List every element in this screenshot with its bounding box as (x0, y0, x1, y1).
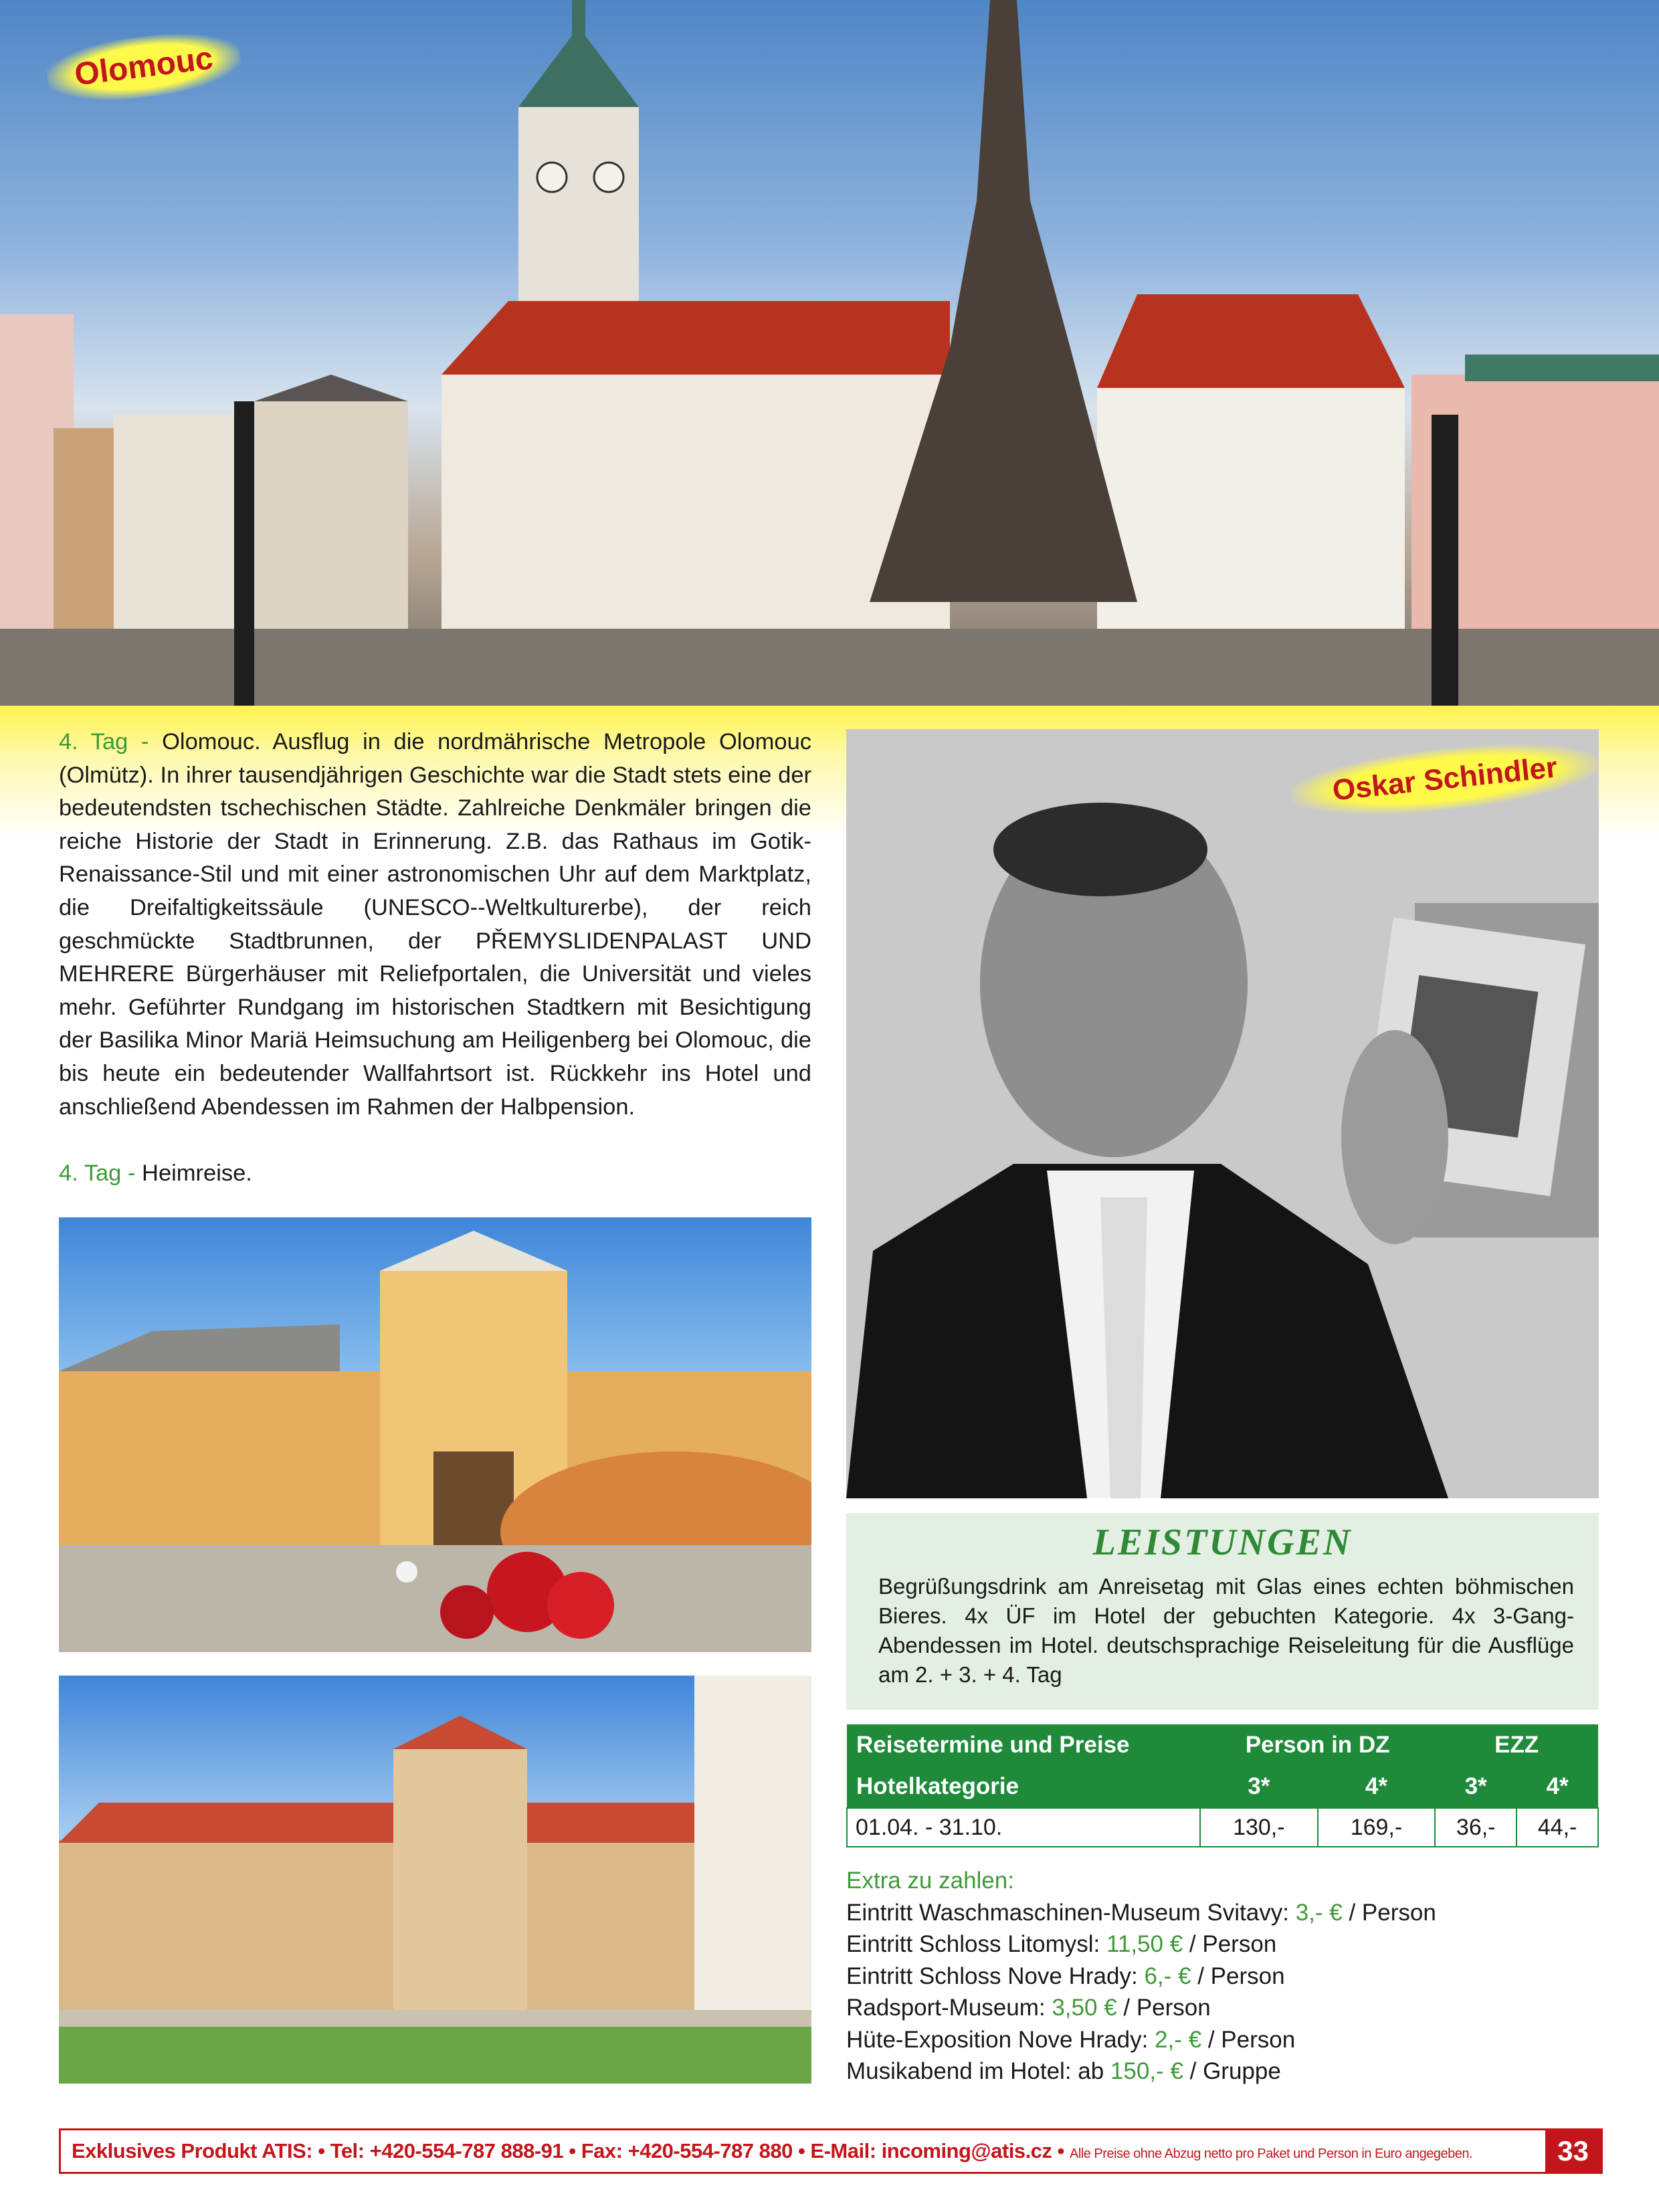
footer-contact (72, 2130, 1472, 2172)
list-item (846, 2055, 1599, 2088)
table-header-row (847, 1724, 1598, 1766)
extra-name: Radsport-Museum: (846, 1995, 1052, 2021)
extra-unit: / Person (1342, 1899, 1436, 1926)
olomouc-square-illustration (0, 0, 1659, 706)
renaissance-castle-photo (59, 1676, 811, 2084)
list-item (846, 1960, 1599, 1993)
day-label: 4. Tag - (59, 1161, 136, 1187)
services-text: Begrüßungsdrink am Anreisetag mit Glas eines echten böhmischen Bieres. 4x ÜF im Hotel der gebuchten Kategorie. 4x 3-Gang-Abendessen im Hotel. deutschsprachige Reiseleitung für die Ausflüge am 2. + 3. + 4. Tag (878, 1574, 1574, 1687)
itinerary-text (59, 726, 811, 1191)
table-cell: 36,- (1435, 1808, 1517, 1847)
price-table-grid (846, 1724, 1599, 1847)
footer-note: Alle Preise ohne Abzug netto pro Paket und Person in Euro angegeben. (1070, 2146, 1473, 2161)
extra-unit: / Person (1183, 1931, 1277, 1957)
extra-name: Musikabend im Hotel: ab (846, 2058, 1110, 2084)
header-cell: 3* (1435, 1766, 1517, 1808)
extra-name: Eintritt Waschmaschinen-Museum Svitavy: (846, 1899, 1296, 1926)
extra-unit: / Person (1191, 1963, 1285, 1989)
list-item (846, 1992, 1599, 2024)
day4b-paragraph (59, 1157, 811, 1191)
baroque-abbey-photo (59, 1217, 811, 1652)
extra-name: Eintritt Schloss Litomysl: (846, 1931, 1106, 1957)
schindler-portrait-illustration (846, 729, 1599, 1498)
person-label: Oskar Schindler (1289, 733, 1601, 825)
table-cell: 01.04. - 31.10. (847, 1808, 1200, 1847)
footer-bar (59, 2128, 1603, 2174)
table-cell: 169,- (1318, 1808, 1436, 1847)
table-header-row (847, 1766, 1598, 1808)
olomouc-square-photo (0, 0, 1659, 706)
header-cell: EZZ (1435, 1724, 1598, 1766)
extra-unit: / Gruppe (1183, 2058, 1281, 2084)
extra-name: Eintritt Schloss Nove Hrady: (846, 1963, 1145, 1989)
header-cell: Person in DZ (1200, 1724, 1435, 1766)
extra-name: Hüte-Exposition Nove Hrady: (846, 2026, 1155, 2053)
price-table (846, 1724, 1599, 1847)
extra-price: 6,- € (1144, 1963, 1191, 1989)
header-cell: 4* (1517, 1766, 1598, 1808)
table-cell: 130,- (1200, 1808, 1318, 1847)
extra-price: 150,- € (1110, 2058, 1183, 2084)
city-label: Olomouc (44, 25, 244, 109)
extra-price: 11,50 € (1106, 1931, 1183, 1957)
list-item (846, 1928, 1599, 1960)
day-description: Heimreise. (135, 1161, 252, 1187)
services-box (846, 1513, 1599, 1710)
table-row (847, 1808, 1598, 1847)
day-description: Olomouc. Ausflug in die nordmährische Metropole Olomouc (Olmütz). In ihrer tausendjährigen Geschichte war die Stadt stets eine der bedeutendsten tschechischen Städte. Zahlreiche Denkmäler bringen die reiche Historie der Stadt in Erinnerung. Z.B. das Rathaus im Gotik-Renaissance-Stil und mit einer astronomischen Uhr auf dem Marktplatz, die Dreifaltigkeitssäule (UNESCO--Weltkulturerbe), der reich geschmückte Stadtbrunnen, der PŘEMYSLIDENPALAST UND MEHRERE Bürgerhäuser mit Reliefportalen, die Universität und vieles mehr. Geführter Rundgang im historischen Stadtkern mit Besichtigung der Basilika Minor Mariä Heimsuchung am Heiligenberg bei Olomouc, die bis heute ein bedeutender Wallfahrtsort ist. Rückkehr ins Hotel und anschließend Abendessen im Rahmen der Halbpension. (59, 729, 812, 1120)
table-cell: 44,- (1517, 1808, 1598, 1847)
extras-title: Extra zu zahlen: (846, 1868, 1014, 1894)
header-cell: 4* (1318, 1766, 1436, 1808)
header-cell: Reisetermine und Preise (847, 1724, 1200, 1766)
extra-price: 3,- € (1295, 1899, 1343, 1926)
header-cell: 3* (1200, 1766, 1318, 1808)
extra-unit: / Person (1201, 2026, 1296, 2053)
page-number: 33 (1545, 2128, 1601, 2174)
footer-contact-text: Exklusives Produkt ATIS: • Tel: +420-554-787 888-91 • Fax: +420-554-787 880 • E-Mail: incoming@atis.cz • (72, 2139, 1070, 2163)
day4-paragraph (59, 726, 811, 1124)
list-item (846, 1897, 1599, 1929)
extra-price: 2,- € (1155, 2026, 1202, 2053)
header-cell: Hotelkategorie (847, 1766, 1200, 1808)
baroque-abbey-illustration (59, 1217, 811, 1652)
list-item (846, 2024, 1599, 2056)
oskar-schindler-photo (846, 729, 1599, 1498)
renaissance-castle-illustration (59, 1676, 811, 2084)
extra-price: 3,50 € (1052, 1995, 1117, 2021)
day-label: 4. Tag - (59, 729, 149, 755)
extras-list (846, 1865, 1599, 2088)
extra-unit: / Person (1116, 1995, 1211, 2021)
services-title: LEISTUNGEN (1092, 1522, 1353, 1563)
